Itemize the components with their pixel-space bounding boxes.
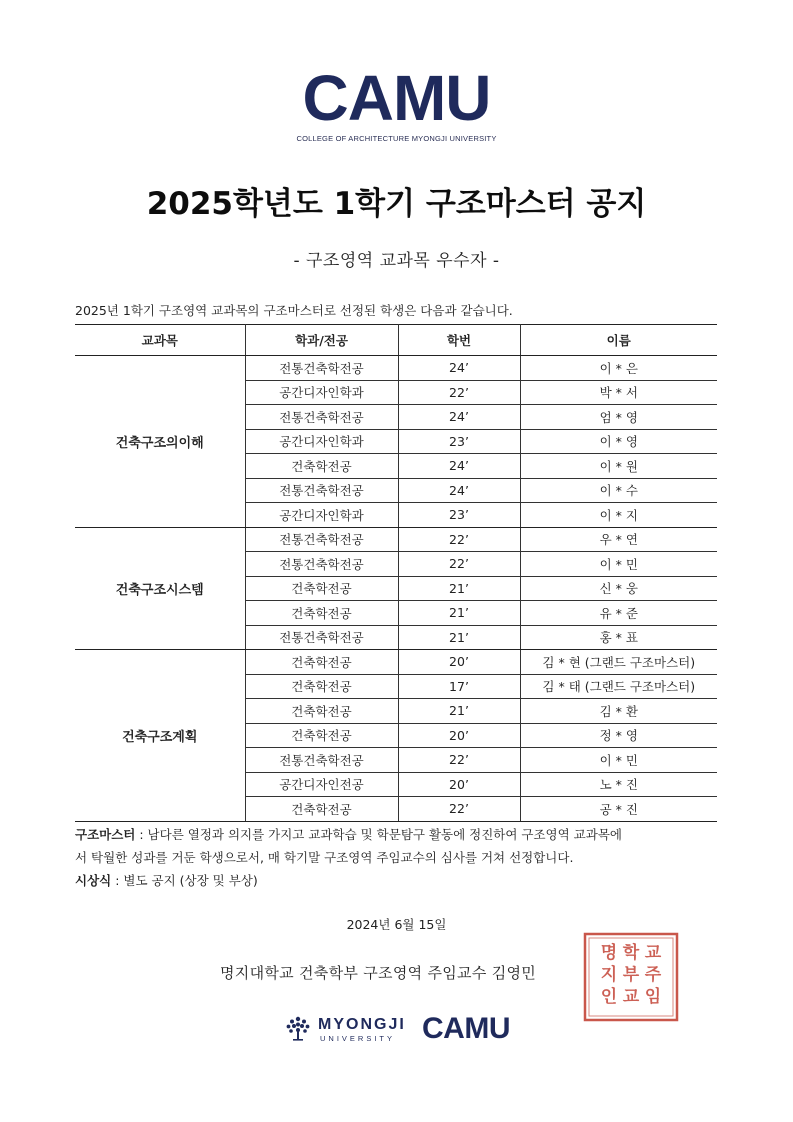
major-cell: 전통건축학전공: [245, 405, 398, 430]
page-subtitle: - 구조영역 교과목 우수자 -: [293, 251, 500, 271]
major-cell: 전통건축학전공: [245, 356, 398, 381]
student-id-cell: 24’: [398, 356, 520, 381]
major-cell: 전통건축학전공: [245, 552, 398, 577]
svg-text:지: 지: [600, 965, 618, 985]
major-cell: 공간디자인전공: [245, 772, 398, 797]
svg-text:교: 교: [644, 943, 662, 963]
major-cell: 전통건축학전공: [245, 478, 398, 503]
svg-text:명: 명: [600, 943, 618, 963]
student-id-cell: 21’: [398, 576, 520, 601]
course-cell: 건축구조의이해: [75, 356, 245, 528]
note-master-term: 구조마스터: [75, 827, 136, 842]
student-id-cell: 23’: [398, 503, 520, 528]
name-cell: 김 * 환: [520, 699, 717, 724]
notes-section: [75, 823, 715, 892]
student-id-cell: 22’: [398, 797, 520, 822]
name-cell: 이 * 지: [520, 503, 717, 528]
major-cell: 건축학전공: [245, 576, 398, 601]
note-award-desc: : 별도 공지 (상장 및 부상): [111, 873, 258, 888]
header-student-id: 학번: [398, 325, 520, 356]
name-cell: 이 * 민: [520, 748, 717, 773]
table-row: [75, 527, 717, 552]
table-row: [75, 356, 717, 381]
header-course: 교과목: [75, 325, 245, 356]
note-master-desc-1: : 남다른 열정과 의지를 가지고 교과학습 및 학문탐구 활동에 정진하여 구조영역 교과목에: [135, 827, 622, 842]
major-cell: 건축학전공: [245, 650, 398, 675]
header-name: 이름: [520, 325, 717, 356]
student-id-cell: 22’: [398, 748, 520, 773]
course-cell: 건축구조시스템: [75, 527, 245, 650]
major-cell: 공간디자인학과: [245, 503, 398, 528]
major-cell: 전통건축학전공: [245, 527, 398, 552]
major-cell: 건축학전공: [245, 699, 398, 724]
official-seal-stamp: [583, 932, 679, 1022]
major-cell: 건축학전공: [245, 601, 398, 626]
student-id-cell: 17’: [398, 674, 520, 699]
student-id-cell: 21’: [398, 699, 520, 724]
student-id-cell: 20’: [398, 650, 520, 675]
major-cell: 건축학전공: [245, 723, 398, 748]
name-cell: 신 * 웅: [520, 576, 717, 601]
camu-logo-tagline: COLLEGE OF ARCHITECTURE MYONGJI UNIVERSITY: [296, 134, 497, 143]
table-header-row: [75, 325, 717, 356]
major-cell: 건축학전공: [245, 454, 398, 479]
name-cell: 이 * 영: [520, 429, 717, 454]
name-cell: 박 * 서: [520, 380, 717, 405]
svg-text:부: 부: [622, 965, 640, 985]
student-id-cell: 21’: [398, 625, 520, 650]
major-cell: 전통건축학전공: [245, 625, 398, 650]
major-cell: 건축학전공: [245, 797, 398, 822]
student-id-cell: 20’: [398, 772, 520, 797]
name-cell: 이 * 수: [520, 478, 717, 503]
name-cell: 우 * 연: [520, 527, 717, 552]
name-cell: 정 * 영: [520, 723, 717, 748]
name-cell: 노 * 진: [520, 772, 717, 797]
notice-date: 2024년 6월 15일: [346, 917, 447, 932]
svg-text:교: 교: [622, 987, 640, 1007]
myongji-university-label: UNIVERSITY: [320, 1034, 396, 1043]
student-id-cell: 23’: [398, 429, 520, 454]
myongji-wordmark: MYONGJI: [318, 1016, 406, 1033]
page-title: 2025학년도 1학기 구조마스터 공지: [146, 186, 647, 222]
major-cell: 건축학전공: [245, 674, 398, 699]
note-master-desc-2: 서 탁월한 성과를 거둔 학생으로서, 매 학기말 구조영역 주임교수의 심사를 거쳐 선정합니다.: [75, 850, 574, 865]
myongji-tree-icon: [284, 1015, 312, 1043]
name-cell: 유 * 준: [520, 601, 717, 626]
svg-text:학: 학: [622, 943, 640, 963]
name-cell: 홍 * 표: [520, 625, 717, 650]
intro-text: 2025년 1학기 구조영역 교과목의 구조마스터로 선정된 학생은 다음과 같습니다.: [75, 303, 513, 318]
camu-logo: [0, 62, 793, 143]
name-cell: 이 * 원: [520, 454, 717, 479]
course-cell: 건축구조계획: [75, 650, 245, 822]
header-major: 학과/전공: [245, 325, 398, 356]
note-award: [75, 869, 715, 892]
student-id-cell: 22’: [398, 380, 520, 405]
student-id-cell: 24’: [398, 454, 520, 479]
table-body: [75, 356, 717, 822]
master-students-table: [75, 324, 717, 822]
camu-logo-wordmark: CAMU: [302, 62, 491, 134]
name-cell: 이 * 민: [520, 552, 717, 577]
major-cell: 전통건축학전공: [245, 748, 398, 773]
svg-text:인: 인: [600, 987, 618, 1007]
name-cell: 김 * 현 (그랜드 구조마스터): [520, 650, 717, 675]
signer-line: 명지대학교 건축학부 구조영역 주임교수 김영민: [220, 964, 537, 982]
note-award-term: 시상식: [75, 873, 112, 888]
student-id-cell: 22’: [398, 552, 520, 577]
name-cell: 엄 * 영: [520, 405, 717, 430]
camu-footer-logo: CAMU: [422, 1012, 510, 1045]
major-cell: 공간디자인학과: [245, 429, 398, 454]
student-id-cell: 21’: [398, 601, 520, 626]
table-row: [75, 650, 717, 675]
svg-text:임: 임: [644, 987, 662, 1007]
name-cell: 공 * 진: [520, 797, 717, 822]
student-id-cell: 24’: [398, 405, 520, 430]
note-master: [75, 823, 715, 846]
svg-text:주: 주: [644, 965, 662, 985]
student-id-cell: 24’: [398, 478, 520, 503]
major-cell: 공간디자인학과: [245, 380, 398, 405]
student-id-cell: 20’: [398, 723, 520, 748]
name-cell: 이 * 은: [520, 356, 717, 381]
footer-logos: [284, 1012, 524, 1052]
name-cell: 김 * 태 (그랜드 구조마스터): [520, 674, 717, 699]
student-id-cell: 22’: [398, 527, 520, 552]
